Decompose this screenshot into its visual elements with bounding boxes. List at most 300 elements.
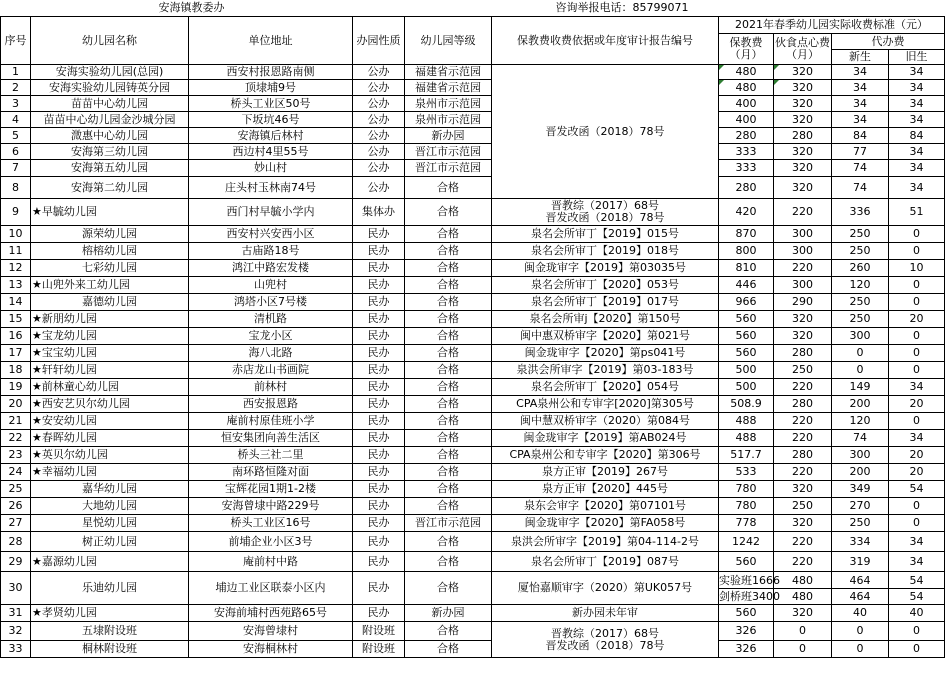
header-basis: 保教费收费依据或年度审计报告编号 xyxy=(492,17,719,65)
old-student-fee-cell: 0 xyxy=(889,362,945,379)
grade-cell: 合格 xyxy=(405,226,492,243)
meal-cell: 320 xyxy=(774,144,832,160)
address-cell: 宝龙小区 xyxy=(189,328,353,345)
meal-cell: 220 xyxy=(774,552,832,572)
tuition-cell: 517.7 xyxy=(719,447,774,464)
tuition-cell: 488 xyxy=(719,413,774,430)
address-cell: 安海曾埭村 xyxy=(189,622,353,641)
grade-cell: 合格 xyxy=(405,498,492,515)
grade-cell: 合格 xyxy=(405,277,492,294)
nature-cell: 集体办 xyxy=(353,199,405,226)
meal-cell xyxy=(774,572,832,605)
nature-cell: 民办 xyxy=(353,328,405,345)
basis-cell: 泉名会所审丁【2019】017号 xyxy=(492,294,719,311)
nature-cell: 公办 xyxy=(353,128,405,144)
kindergarten-name-cell: ★孝贤幼儿园 xyxy=(31,605,189,622)
table-row xyxy=(1,498,945,515)
header-seq: 序号 xyxy=(1,17,31,65)
old-student-fee-cell: 10 xyxy=(889,260,945,277)
new-student-fee-cell: 0 xyxy=(832,345,889,362)
seq-cell: 9 xyxy=(1,199,31,226)
new-student-fee-cell: 34 xyxy=(832,112,889,128)
tuition-line-1: 实验班1666 xyxy=(719,573,781,587)
seq-cell: 29 xyxy=(1,552,31,572)
old-line-1: 54 xyxy=(889,573,944,589)
address-cell: 埔边工业区联泰小区内 xyxy=(189,572,353,605)
tuition-cell: 560 xyxy=(719,345,774,362)
kindergarten-name-cell: ★嘉源幼儿园 xyxy=(31,552,189,572)
meal-cell: 0 xyxy=(774,622,832,641)
nature-cell: 民办 xyxy=(353,243,405,260)
new-student-fee-cell: 34 xyxy=(832,80,889,96)
address-cell: 前林村 xyxy=(189,379,353,396)
grade-cell: 合格 xyxy=(405,396,492,413)
address-cell: 庵前村中路 xyxy=(189,552,353,572)
kindergarten-name-cell: ★西安艺贝尔幼儿园 xyxy=(31,396,189,413)
grade-cell: 合格 xyxy=(405,447,492,464)
kindergarten-name-cell: 安海第五幼儿园 xyxy=(31,160,189,177)
nature-cell: 公办 xyxy=(353,144,405,160)
meal-cell: 300 xyxy=(774,243,832,260)
address-cell: 桥头工业区16号 xyxy=(189,515,353,532)
seq-cell: 13 xyxy=(1,277,31,294)
kindergarten-name-cell: 嘉德幼儿园 xyxy=(31,294,189,311)
seq-cell: 12 xyxy=(1,260,31,277)
nature-cell: 民办 xyxy=(353,277,405,294)
header-tuition: 保教费 （月） xyxy=(719,34,774,65)
meal-cell: 220 xyxy=(774,379,832,396)
table-row xyxy=(1,226,945,243)
meal-cell: 320 xyxy=(774,515,832,532)
grade-cell: 合格 xyxy=(405,199,492,226)
old-student-fee-cell: 20 xyxy=(889,396,945,413)
meal-cell: 280 xyxy=(774,447,832,464)
old-student-fee-cell: 0 xyxy=(889,345,945,362)
nature-cell: 民办 xyxy=(353,552,405,572)
basis-cell: 泉名会所审j【2020】第150号 xyxy=(492,311,719,328)
seq-cell: 30 xyxy=(1,572,31,605)
old-student-fee-cell: 54 xyxy=(889,481,945,498)
header-old-student: 旧生 xyxy=(889,50,945,65)
nature-cell: 公办 xyxy=(353,177,405,199)
basis-cell: 泉名会所审丁【2020】054号 xyxy=(492,379,719,396)
kindergarten-name-cell: 源荣幼儿园 xyxy=(31,226,189,243)
address-cell: 宝辉花园1期1-2楼 xyxy=(189,481,353,498)
meal-cell: 280 xyxy=(774,396,832,413)
address-cell: 西安报恩路 xyxy=(189,396,353,413)
grade-cell: 合格 xyxy=(405,413,492,430)
seq-cell: 25 xyxy=(1,481,31,498)
basis-cell: 泉名会所审丁【2019】015号 xyxy=(492,226,719,243)
new-student-fee-cell: 34 xyxy=(832,96,889,112)
new-student-fee-cell: 74 xyxy=(832,177,889,199)
old-student-fee-cell: 34 xyxy=(889,144,945,160)
address-cell: 安海镇后林村 xyxy=(189,128,353,144)
seq-cell: 10 xyxy=(1,226,31,243)
meal-cell: 320 xyxy=(774,96,832,112)
tuition-cell: 560 xyxy=(719,605,774,622)
tuition-cell: 420 xyxy=(719,199,774,226)
address-cell: 西门村早毓小学内 xyxy=(189,199,353,226)
new-student-fee-cell: 270 xyxy=(832,498,889,515)
old-line-2: 54 xyxy=(909,589,924,603)
old-student-fee-cell: 34 xyxy=(889,379,945,396)
address-cell: 庄头村玉林南74号 xyxy=(189,177,353,199)
new-student-fee-cell: 0 xyxy=(832,622,889,641)
tuition-cell: 560 xyxy=(719,552,774,572)
kindergarten-name-cell: 安海实验幼儿园(总园) xyxy=(31,65,189,80)
seq-cell: 18 xyxy=(1,362,31,379)
grade-cell: 合格 xyxy=(405,362,492,379)
new-student-fee-cell: 77 xyxy=(832,144,889,160)
table-row xyxy=(1,144,945,160)
banner-row xyxy=(1,0,945,17)
meal-cell: 290 xyxy=(774,294,832,311)
table-row xyxy=(1,177,945,199)
basis-cell: 泉洪会所审字【2019】第04-114-2号 xyxy=(492,532,719,552)
table-row xyxy=(1,112,945,128)
nature-cell: 公办 xyxy=(353,112,405,128)
seq-cell: 32 xyxy=(1,622,31,641)
meal-cell: 320 xyxy=(774,328,832,345)
header-meal: 伙食点心费 （月） xyxy=(774,34,832,65)
address-cell: 鸿江中路宏发楼 xyxy=(189,260,353,277)
grade-cell: 合格 xyxy=(405,379,492,396)
old-student-fee-cell: 34 xyxy=(889,96,945,112)
grade-cell: 泉州市示范园 xyxy=(405,96,492,112)
kindergarten-name-cell: 树正幼儿园 xyxy=(31,532,189,552)
table-row xyxy=(1,65,945,80)
meal-cell: 220 xyxy=(774,413,832,430)
basis-cell: 晋教综（2017）68号 晋发改函（2018）78号 xyxy=(492,199,719,226)
header-nature: 办园性质 xyxy=(353,17,405,65)
meal-cell: 220 xyxy=(774,199,832,226)
table-row xyxy=(1,199,945,226)
new-student-fee-cell: 250 xyxy=(832,311,889,328)
basis-cell: 闽金珑审字【2019】第03035号 xyxy=(492,260,719,277)
tuition-cell: 1242 xyxy=(719,532,774,552)
kindergarten-name-cell: ★早毓幼儿园 xyxy=(31,199,189,226)
kindergarten-name-cell: 苗苗中心幼儿园 xyxy=(31,96,189,112)
meal-cell: 320 xyxy=(774,311,832,328)
header-row-1 xyxy=(1,17,945,34)
new-student-fee-cell: 74 xyxy=(832,160,889,177)
meal-cell: 300 xyxy=(774,277,832,294)
kindergarten-name-cell: ★山兜外来工幼儿园 xyxy=(31,277,189,294)
old-student-fee-cell: 0 xyxy=(889,641,945,658)
kindergarten-name-cell: 榕榕幼儿园 xyxy=(31,243,189,260)
seq-cell: 8 xyxy=(1,177,31,199)
seq-cell: 31 xyxy=(1,605,31,622)
grade-cell: 合格 xyxy=(405,260,492,277)
new-student-fee-cell: 250 xyxy=(832,226,889,243)
old-student-fee-cell: 20 xyxy=(889,464,945,481)
seq-cell: 15 xyxy=(1,311,31,328)
tuition-line-2: 剑桥班3400 xyxy=(719,589,781,603)
nature-cell: 民办 xyxy=(353,447,405,464)
seq-cell: 17 xyxy=(1,345,31,362)
seq-cell: 28 xyxy=(1,532,31,552)
table-row xyxy=(1,572,945,605)
grade-cell: 合格 xyxy=(405,430,492,447)
old-student-fee-cell: 34 xyxy=(889,80,945,96)
grade-cell: 合格 xyxy=(405,328,492,345)
header-name: 幼儿园名称 xyxy=(31,17,189,65)
meal-cell: 320 xyxy=(774,112,832,128)
nature-cell: 附设班 xyxy=(353,622,405,641)
seq-cell: 26 xyxy=(1,498,31,515)
nature-cell: 民办 xyxy=(353,464,405,481)
grade-cell: 合格 xyxy=(405,622,492,641)
kindergarten-name-cell: 苗苗中心幼儿园金沙城分园 xyxy=(31,112,189,128)
table-row xyxy=(1,532,945,552)
seq-cell: 5 xyxy=(1,128,31,144)
seq-cell: 24 xyxy=(1,464,31,481)
kindergarten-name-cell: ★春晖幼儿园 xyxy=(31,430,189,447)
table-row xyxy=(1,413,945,430)
old-student-fee-cell: 20 xyxy=(889,311,945,328)
meal-cell: 0 xyxy=(774,641,832,658)
new-student-fee-cell: 334 xyxy=(832,532,889,552)
basis-cell: 闽金珑审字【2020】第ps041号 xyxy=(492,345,719,362)
nature-cell: 民办 xyxy=(353,413,405,430)
nature-cell: 民办 xyxy=(353,311,405,328)
meal-cell: 220 xyxy=(774,532,832,552)
old-student-fee-cell: 34 xyxy=(889,177,945,199)
new-student-fee-cell: 0 xyxy=(832,641,889,658)
kindergarten-name-cell: ★宝宝幼儿园 xyxy=(31,345,189,362)
kindergarten-name-cell: 溦惠中心幼儿园 xyxy=(31,128,189,144)
seq-cell: 3 xyxy=(1,96,31,112)
basis-cell: 泉东会审字【2020】第07101号 xyxy=(492,498,719,515)
grade-cell: 合格 xyxy=(405,311,492,328)
seq-cell: 23 xyxy=(1,447,31,464)
tuition-cell: 400 xyxy=(719,112,774,128)
merged-basis-group-2: 晋教综（2017）68号 晋发改函（2018）78号 xyxy=(492,622,719,658)
nature-cell: 民办 xyxy=(353,226,405,243)
address-cell: 恒安集团向善生活区 xyxy=(189,430,353,447)
tuition-cell: 966 xyxy=(719,294,774,311)
old-student-fee-cell: 51 xyxy=(889,199,945,226)
address-cell: 桥头三社二里 xyxy=(189,447,353,464)
address-cell: 南环路恒隆对面 xyxy=(189,464,353,481)
tuition-cell: 560 xyxy=(719,311,774,328)
nature-cell: 公办 xyxy=(353,65,405,80)
seq-cell: 2 xyxy=(1,80,31,96)
old-student-fee-cell: 0 xyxy=(889,622,945,641)
new-student-fee-cell: 300 xyxy=(832,328,889,345)
kindergarten-name-cell: 安海实验幼儿园铸英分园 xyxy=(31,80,189,96)
grade-cell: 合格 xyxy=(405,481,492,498)
new-student-fee-cell: 74 xyxy=(832,430,889,447)
meal-cell: 280 xyxy=(774,345,832,362)
meal-cell: 320 xyxy=(774,177,832,199)
new-student-fee-cell: 40 xyxy=(832,605,889,622)
tuition-cell: 560 xyxy=(719,328,774,345)
tuition-cell: 333 xyxy=(719,160,774,177)
old-cell xyxy=(889,572,945,605)
table-row xyxy=(1,80,945,96)
table-row xyxy=(1,481,945,498)
banner-blank-right xyxy=(719,0,945,17)
table-row xyxy=(1,605,945,622)
old-student-fee-cell: 0 xyxy=(889,226,945,243)
kindergarten-name-cell: ★前林童心幼儿园 xyxy=(31,379,189,396)
new-student-fee-cell: 349 xyxy=(832,481,889,498)
old-student-fee-cell: 34 xyxy=(889,552,945,572)
address-cell: 庵前村原佳班小学 xyxy=(189,413,353,430)
new-student-fee-cell: 34 xyxy=(832,65,889,80)
old-student-fee-cell: 20 xyxy=(889,447,945,464)
tuition-cell: 280 xyxy=(719,128,774,144)
new-student-fee-cell: 200 xyxy=(832,464,889,481)
table-row xyxy=(1,243,945,260)
tuition-cell: 533 xyxy=(719,464,774,481)
kindergarten-name-cell: 嘉华幼儿园 xyxy=(31,481,189,498)
tuition-cell: 488 xyxy=(719,430,774,447)
seq-cell: 4 xyxy=(1,112,31,128)
meal-cell: 280 xyxy=(774,128,832,144)
table-row xyxy=(1,345,945,362)
header-new-student: 新生 xyxy=(832,50,889,65)
nature-cell: 民办 xyxy=(353,572,405,605)
tuition-cell: 333 xyxy=(719,144,774,160)
nature-cell: 民办 xyxy=(353,379,405,396)
seq-cell: 20 xyxy=(1,396,31,413)
nature-cell: 民办 xyxy=(353,260,405,277)
tuition-cell: 446 xyxy=(719,277,774,294)
basis-cell: 闽中惠双桥审字【2020】第021号 xyxy=(492,328,719,345)
tuition-cell: 326 xyxy=(719,622,774,641)
seq-cell: 22 xyxy=(1,430,31,447)
meal-cell: 320 xyxy=(774,80,832,96)
basis-cell: CPA泉州公和专审字[2020]第305号 xyxy=(492,396,719,413)
table-row xyxy=(1,96,945,112)
table-row xyxy=(1,396,945,413)
merged-basis-group-1: 晋发改函（2018）78号 xyxy=(492,65,719,199)
nature-cell: 民办 xyxy=(353,498,405,515)
seq-cell: 27 xyxy=(1,515,31,532)
header-grade: 幼儿园等级 xyxy=(405,17,492,65)
kindergarten-name-cell: 五埭附设班 xyxy=(31,622,189,641)
address-cell: 妙山村 xyxy=(189,160,353,177)
table-row xyxy=(1,447,945,464)
tuition-cell: 810 xyxy=(719,260,774,277)
grade-cell: 合格 xyxy=(405,552,492,572)
old-student-fee-cell: 0 xyxy=(889,328,945,345)
kindergarten-name-cell: 乐迪幼儿园 xyxy=(31,572,189,605)
address-cell: 桥头工业区50号 xyxy=(189,96,353,112)
new-student-fee-cell: 0 xyxy=(832,362,889,379)
grade-cell: 新办园 xyxy=(405,605,492,622)
new-cell xyxy=(832,572,889,605)
nature-cell: 民办 xyxy=(353,605,405,622)
meal-line-1: 480 xyxy=(774,573,831,589)
grade-cell: 合格 xyxy=(405,464,492,481)
basis-cell: 泉名会所审丁【2019】018号 xyxy=(492,243,719,260)
basis-cell: 泉名会所审丁【2020】053号 xyxy=(492,277,719,294)
kindergarten-name-cell: ★宝龙幼儿园 xyxy=(31,328,189,345)
seq-cell: 33 xyxy=(1,641,31,658)
nature-cell: 公办 xyxy=(353,80,405,96)
seq-cell: 21 xyxy=(1,413,31,430)
nature-cell: 附设班 xyxy=(353,641,405,658)
tuition-cell: 780 xyxy=(719,481,774,498)
address-cell: 顶埭埔9号 xyxy=(189,80,353,96)
meal-cell: 220 xyxy=(774,464,832,481)
nature-cell: 民办 xyxy=(353,396,405,413)
kindergarten-name-cell: ★安安幼儿园 xyxy=(31,413,189,430)
basis-cell: 泉洪会所审字【2019】第03-183号 xyxy=(492,362,719,379)
nature-cell: 公办 xyxy=(353,160,405,177)
seq-cell: 1 xyxy=(1,65,31,80)
grade-cell: 合格 xyxy=(405,572,492,605)
tuition-cell: 780 xyxy=(719,498,774,515)
meal-cell: 320 xyxy=(774,481,832,498)
meal-cell: 320 xyxy=(774,65,832,80)
seq-cell: 7 xyxy=(1,160,31,177)
address-cell: 安海前埔村西苑路65号 xyxy=(189,605,353,622)
old-student-fee-cell: 34 xyxy=(889,65,945,80)
tuition-cell: 870 xyxy=(719,226,774,243)
table-row xyxy=(1,311,945,328)
kindergarten-name-cell: ★新朋幼儿园 xyxy=(31,311,189,328)
table-row xyxy=(1,379,945,396)
address-cell: 清机路 xyxy=(189,311,353,328)
nature-cell: 民办 xyxy=(353,294,405,311)
nature-cell: 民办 xyxy=(353,362,405,379)
tuition-cell: 500 xyxy=(719,362,774,379)
address-cell: 赤店龙山书画院 xyxy=(189,362,353,379)
new-line-2: 464 xyxy=(849,589,871,603)
table-row xyxy=(1,128,945,144)
kindergarten-name-cell: 安海第三幼儿园 xyxy=(31,144,189,160)
new-student-fee-cell: 200 xyxy=(832,396,889,413)
header-agency: 代办费 xyxy=(832,34,945,50)
old-student-fee-cell: 0 xyxy=(889,498,945,515)
address-cell: 安海桐林村 xyxy=(189,641,353,658)
tuition-cell: 800 xyxy=(719,243,774,260)
kindergarten-name-cell: 星悦幼儿园 xyxy=(31,515,189,532)
old-student-fee-cell: 84 xyxy=(889,128,945,144)
new-student-fee-cell: 250 xyxy=(832,294,889,311)
kindergarten-name-cell: 七彩幼儿园 xyxy=(31,260,189,277)
seq-cell: 19 xyxy=(1,379,31,396)
address-cell: 西边村4里55号 xyxy=(189,144,353,160)
table-row xyxy=(1,464,945,481)
nature-cell: 民办 xyxy=(353,532,405,552)
tuition-cell: 400 xyxy=(719,96,774,112)
address-cell: 山兜村 xyxy=(189,277,353,294)
new-student-fee-cell: 84 xyxy=(832,128,889,144)
address-cell: 鸿塔小区7号楼 xyxy=(189,294,353,311)
meal-line-2: 480 xyxy=(792,589,814,603)
address-cell: 西安村报恩路南侧 xyxy=(189,65,353,80)
meal-cell: 220 xyxy=(774,260,832,277)
grade-cell: 晋江市示范园 xyxy=(405,144,492,160)
old-student-fee-cell: 34 xyxy=(889,430,945,447)
new-student-fee-cell: 300 xyxy=(832,447,889,464)
grade-cell: 晋江市示范园 xyxy=(405,160,492,177)
table-row xyxy=(1,515,945,532)
old-student-fee-cell: 0 xyxy=(889,277,945,294)
header-standard: 2021年春季幼儿园实际收费标准（元） xyxy=(719,17,945,34)
tuition-cell: 480 xyxy=(719,65,774,80)
kindergarten-name-cell: 大地幼儿园 xyxy=(31,498,189,515)
nature-cell: 民办 xyxy=(353,515,405,532)
table-row xyxy=(1,430,945,447)
new-student-fee-cell: 250 xyxy=(832,243,889,260)
